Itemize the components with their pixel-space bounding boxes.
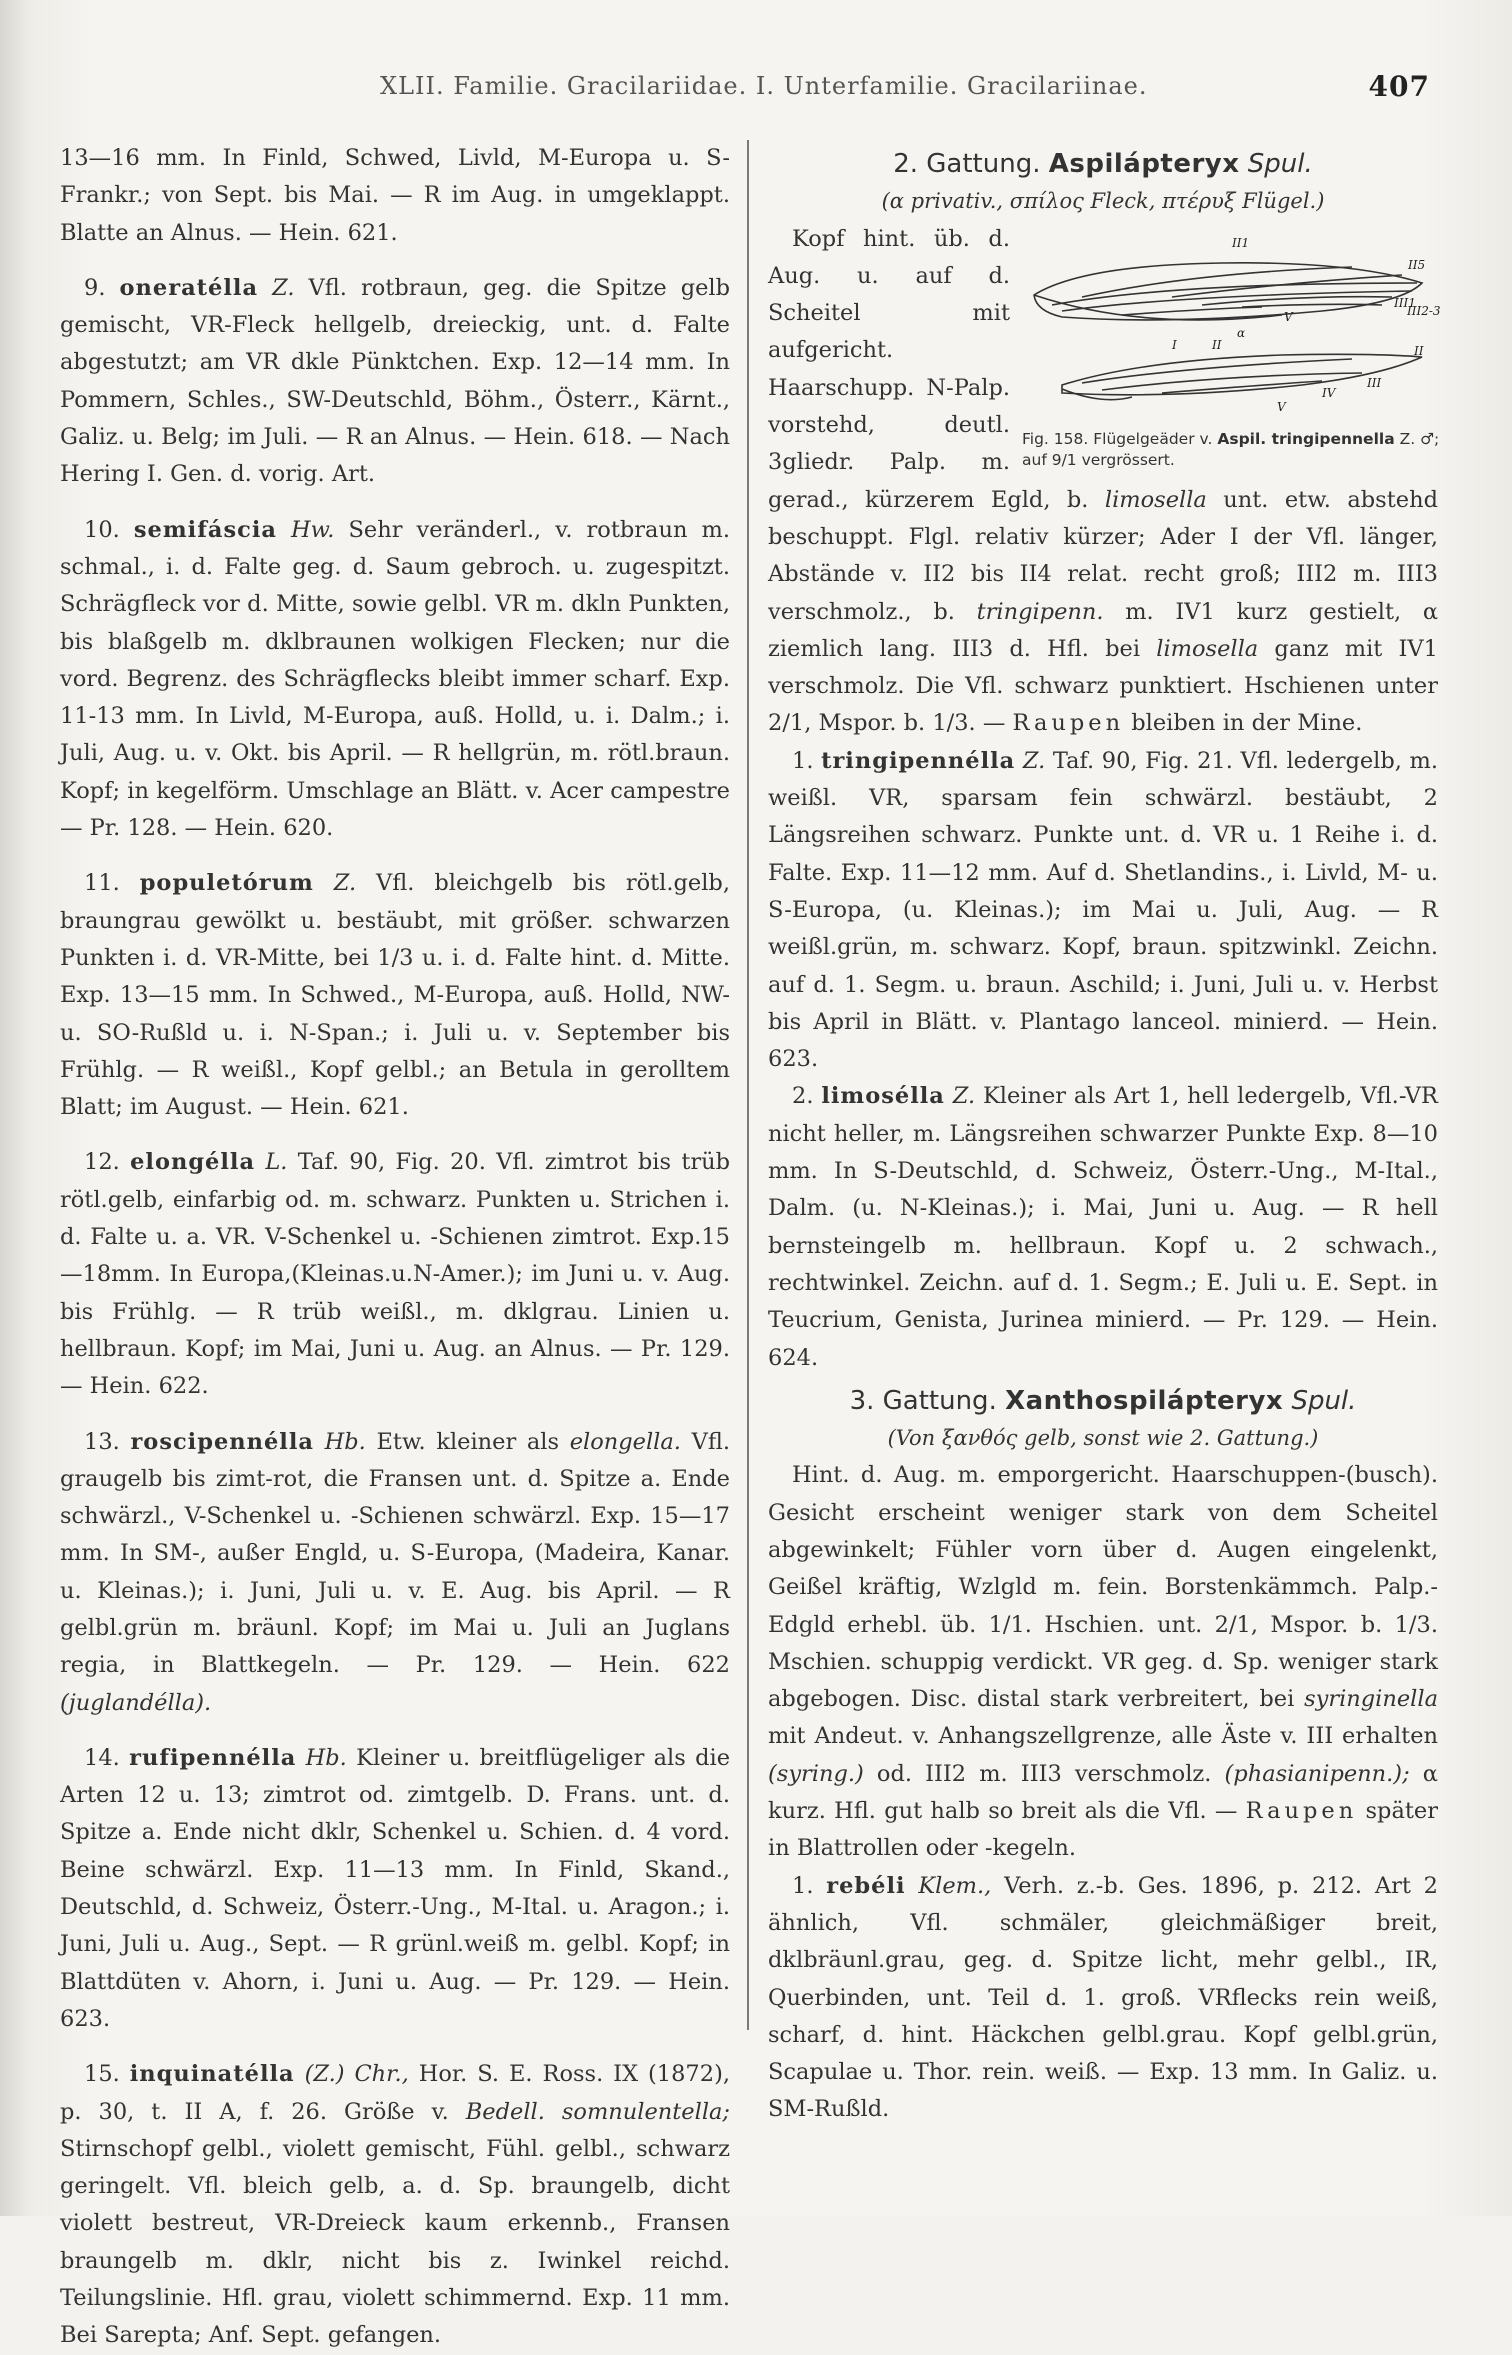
vein-label: V [1284, 309, 1293, 324]
species-description-cont: Vfl. graugelb bis zimt-rot, die Fransen unt. d. Spitze a. Ende schwärzl., V-Schenkel u. -Schienen schwärzl. Exp. 15—17 mm. In SM-, außer Engld, u. S-Europa, (Madeira, Kanar. u. Kleinas.); i. Juni, Juli u. v. E. Aug. bis April. — R gelbl.grün m. bräunl. Kopf; im Mai u. Juli an Juglans regia, in Blattkegeln. — Pr. 129. — Hein. 622 [60, 1428, 731, 1679]
species-description: Vfl. rotbraun, geg. die Spitze gelb gemischt, VR-Fleck hellgelb, dreieckig, unt. d. Falte abgestutzt; am VR dkle Pünktchen. Exp. 12—14 mm. In Pommern, Schles., SW-Deutschld, Böhm., Österr., Kärnt., Galiz. u. Belg; im Juli. — R an Alnus. — Hein. 618. — Nach Hering I. Gen. d. vorig. Art. [60, 274, 731, 488]
species-name: roscipennélla [130, 1428, 314, 1455]
species-entry-9 [60, 270, 730, 494]
genus-name: Xanthospilápteryx [1005, 1385, 1284, 1416]
species-reference: limosella [1104, 486, 1207, 513]
species-reference: (phasianipenn.); [1224, 1760, 1410, 1787]
species-reference: elongella. [569, 1428, 681, 1455]
species-author: (Z.) Chr., [304, 2061, 409, 2088]
genus-etymology: (α privativ., σπίλος Fleck, πτέρυξ Flügel.) [881, 189, 1325, 214]
left-column [60, 140, 730, 2355]
species-entry-13 [60, 1424, 730, 1722]
entry-number: 2. [792, 1083, 814, 1110]
genus-title: 2. Gattung. [893, 149, 1041, 179]
genus-text: ganz mit IV1 verschmolz. Die Vfl. schwarz punktiert. Hschienen unter 2/1, Mspor. b. 1/3. — [768, 635, 1439, 737]
entry-number: 11. [84, 870, 120, 897]
vein-label: IV [1322, 385, 1336, 400]
genus-text: bleiben in der Mine. [1131, 710, 1363, 737]
species-name: elongélla [130, 1149, 256, 1176]
species-description: Taf. 90, Fig. 20. Vfl. zimtrot bis trüb rötl.gelb, einfarbig od. m. schwarz. Punkten u. Strichen i. d. Falte u. a. VR. V-Schenkel u. -Schienen zimtrot. Exp.15—18mm. In Europa,(Kleinas.u.N-Amer.); im Juni u. v. Aug. bis Frühlg. — R trüb weißl., m. dklgrau. Linien u. hellbraun. Kopf; im Mai, Juni u. Aug. an Alnus. — Pr. 129. — Hein. 622. [60, 1149, 731, 1400]
species-author: Z. [1022, 747, 1046, 774]
caption-text: Fig. 158. Flügelgeäder v. [1022, 429, 1213, 448]
species-description: Sehr veränderl., v. rotbraun m. schmal., i. d. Falte geg. d. Saum gebroch. u. zugespitzt. Schrägfleck vor d. Mitte, sowie gelbl. VR m. dkln Punkten, bis blaßgelb m. dklbraunen wolkigen Flecken; nur die vord. Begrenz. des Schrägflecks bleibt immer scharf. Exp. 11-13 mm. In Livld, M-Europa, auß. Holld, u. i. Dalm.; i. Juli, Aug. u. v. Okt. bis April. — R hellgrün, m. rötl.braun. Kopf; in kegelförm. Umschlage an Blätt. v. Acer campestre — Pr. 128. — Hein. 620. [60, 516, 731, 842]
species-entry-10 [60, 512, 730, 848]
genus-title: 3. Gattung. [849, 1385, 997, 1416]
species-name: limosélla [821, 1083, 945, 1110]
vein-label: III1 [1394, 295, 1416, 310]
vein-label: I [1172, 337, 1177, 352]
entry-number: 13. [84, 1428, 120, 1455]
genus-author: Spul. [1247, 149, 1313, 179]
vein-label: II1 [1232, 235, 1250, 250]
species-reference: limosella [1156, 635, 1259, 662]
entry-number: 10. [84, 516, 120, 543]
vein-label: II5 [1408, 257, 1426, 272]
entry-number: 1. [792, 1872, 814, 1899]
genus-text: od. III2 m. III3 verschmolz. [876, 1760, 1212, 1787]
entry-number: 1. [792, 747, 814, 774]
species-author: Z. [272, 274, 295, 301]
species-entry-rebeli [768, 1868, 1438, 2129]
wing-venation-figure [1022, 225, 1442, 471]
species-author: Hb. [305, 1744, 347, 1771]
running-head [380, 70, 1480, 103]
vein-label: α [1237, 325, 1246, 340]
spaced-term: Raupen [1012, 710, 1125, 737]
spaced-term: Raupen [1245, 1798, 1358, 1825]
species-author: Z. [952, 1083, 976, 1110]
entry-number: 9. [84, 274, 106, 301]
species-reference: tringipenn. [976, 598, 1104, 625]
vein-label: II [1212, 337, 1222, 352]
species-description: Verh. z.-b. Ges. 1896, p. 212. Art 2 ähnlich, Vfl. schmäler, gleichmäßiger breit, dklbräunl.grau, geg. d. Spitze licht, mehr gelbl., IR, Querbinden, unt. Teil d. 1. groß. VRflecks rein weiß, scharf, d. hint. Häckchen gelbl.grau. Kopf gelbl.grün, Scapulae u. Thor. rein. weiß. — Exp. 13 mm. In Galiz. u. SM-Rußld. [768, 1872, 1438, 2123]
species-name: rufipennélla [129, 1744, 297, 1771]
species-name: inquinatélla [129, 2061, 295, 2088]
species-description: Kleiner als Art 1, hell ledergelb, Vfl.-VR nicht heller, m. Längsreihen schwarzer Punkte Exp. 8—10 mm. In S-Deutschld, d. Schweiz, Österr.-Ung., M-Ital., Dalm. (u. N-Kleinas.); i. Mai, Juni u. Aug. — R hell bernsteingelb m. hellbraun. Kopf u. 2 schwach., rechtwinkel. Zeichn. auf d. 1. Segm.; E. Juli u. E. Sept. in Teucrium, Genista, Jurinea minierd. — Pr. 129. — Hein. 624. [768, 1083, 1438, 1371]
entry-number: 14. [84, 1744, 120, 1771]
column-divider [747, 140, 749, 2030]
caption-scale: Z. ♂; auf 9/1 vergrössert. [1022, 429, 1440, 469]
species-entry-tringipennella [768, 743, 1438, 1079]
caption-species: Aspil. tringipennella [1217, 429, 1395, 448]
species-description: Etw. kleiner als [376, 1428, 560, 1455]
genus-text: später in Blattrollen oder -kegeln. [768, 1798, 1438, 1862]
vein-label: III2-3 [1407, 303, 1441, 318]
species-entry-15 [60, 2056, 730, 2354]
genus-author: Spul. [1291, 1385, 1357, 1416]
species-description-cont: Stirnschopf gelbl., violett gemischt, Fühl. gelbl., schwarz geringelt. Vfl. bleich gelb, a. d. Sp. braungelb, dicht violett bestreut, VR-Dreieck kaum erkennb., Fransen braungelb m. dklr, nicht bis z. Iwinkel reichd. Teilungslinie. Hfl. grau, violett schimmernd. Exp. 11 mm. Bei Sarepta; Anf. Sept. gefangen. [60, 2135, 730, 2349]
entry-continuation: 13—16 mm. In Finld, Schwed, Livld, M-Europa u. S-Frankr.; von Sept. bis Mai. — R im Aug. in umgeklappt. Blatte an Alnus. — Hein. 621. [60, 145, 730, 246]
genus-heading-3 [768, 1383, 1438, 1420]
vein-label: V [1277, 399, 1286, 414]
running-title: XLII. Familie. Gracilariidae. I. Unterfamilie. Gracilariinae. [380, 72, 1148, 100]
species-description: Hor. S. E. Ross. IX (1872), p. 30, t. II A, f. 26. Größe v. [60, 2061, 730, 2125]
genus-heading-2 [768, 146, 1438, 183]
species-entry-limosella [768, 1078, 1438, 1376]
entry-number: 12. [84, 1149, 120, 1176]
species-author: Z. [333, 870, 357, 897]
species-entry-12 [60, 1144, 730, 1405]
species-entry-14 [60, 1740, 730, 2038]
vein-label: II [1414, 343, 1424, 358]
species-author: Hw. [291, 516, 335, 543]
species-entry-11 [60, 865, 730, 1126]
species-synonym: (juglandélla). [60, 1689, 212, 1716]
genus-etymology: (Von ξανθός gelb, sonst wie 2. Gattung.) [887, 1426, 1319, 1451]
species-reference: Bedell. somnulentella; [465, 2098, 731, 2125]
genus-text: m. IV1 kurz gestielt, α ziemlich lang. III3 d. Hfl. bei [768, 598, 1439, 662]
wing-venation-drawing [1022, 225, 1442, 425]
entry-number: 15. [84, 2061, 120, 2088]
genus-text: Hint. d. Aug. m. emporgericht. Haarschuppen-(busch). Gesicht erscheint weniger stark von dem Scheitel abgewinkelt; Fühler vorn über d. Augen eingelenkt, Geißel kräftig, Wzlgld m. fein. Borstenkämmch. Palp.-Edgld erhebl. üb. 1/1. Hschien. unt. 2/1, Mspor. b. 1/3. Mschien. schuppig verdickt. VR geg. d. Sp. weniger stark abgebogen. Disc. distal stark verbreitert, bei [768, 1462, 1438, 1713]
genus-text: mit Andeut. v. Anhangszellgrenze, alle Äste v. III erhalten [768, 1723, 1438, 1750]
genus-text: unt. etw. abstehd beschuppt. Flgl. relativ kürzer; Ader I der Vfl. länger, Abstände v. II2 bis II4 relat. recht groß; III2 m. III3 verschmolz., b. [768, 486, 1438, 625]
species-description: Taf. 90, Fig. 21. Vfl. ledergelb, m. weißl. VR, sparsam fein schwärzl. bestäubt, 2 Längsreihen schwarz. Punkte unt. d. VR u. 1 Reihe i. d. Falte. Exp. 11—12 mm. Auf d. Shetlandins., i. Livld, M- u. S-Europa, (u. Kleinas.); im Mai u. Juli, Aug. — R weißl.grün, m. schwarz. Kopf, braun. spitzwinkl. Zeichn. auf d. 1. Segm. u. braun. Aschild; i. Juni, Juli u. v. Herbst bis April in Blätt. v. Plantago lanceol. minierd. — Hein. 623. [768, 747, 1438, 1073]
genus-3-description [768, 1457, 1438, 1867]
genus-text: Kopf hint. üb. d. Aug. u. auf d. Scheitel mit aufgericht. Haarschupp. N-Palp. vorstehd, deutl. 3gliedr. Palp. m. gerad., kürzerem Egld, b. [768, 225, 1089, 513]
species-name: populetórum [139, 870, 314, 897]
species-author: Klem., [918, 1872, 992, 1899]
species-name: tringipennélla [821, 747, 1016, 774]
species-name: rebéli [826, 1872, 906, 1899]
species-description: Vfl. bleichgelb bis rötl.gelb, braungrau gewölkt u. bestäubt, mit größer. schwarzen Punkten i. d. VR-Mitte, bei 1/3 u. i. d. Falte hint. d. Mitte. Exp. 13—15 mm. In Schwed., M-Europa, auß. Holld, NW- u. SO-Rußld u. i. N-Span.; i. Juli u. v. September bis Frühlg. — R weißl., Kopf gelbl.; an Betula in gerolltem Blatt; im August. — Hein. 621. [60, 870, 730, 1121]
figure-caption [1022, 429, 1442, 471]
right-column [768, 140, 1441, 2129]
species-author: L. [265, 1149, 288, 1176]
species-name: oneratélla [119, 274, 259, 301]
page-number: 407 [1368, 70, 1430, 103]
species-reference: syringinella [1304, 1686, 1438, 1713]
species-description: Kleiner u. breitflügeliger als die Arten 12 u. 13; zimtrot od. zimtgelb. D. Frans. unt. d. Spitze a. Ende nicht dklr, Schenkel u. Schien. d. 4 vord. Beine schwärzl. Exp. 11—13 mm. In Finld, Skand., Deutschld, d. Schweiz, Österr.-Ung., M-Ital. u. Aragon.; i. Juni, Juli u. Aug., Sept. — R grünl.weiß m. gelbl. Kopf; in Blattdüten v. Ahorn, i. Juni u. Aug. — Pr. 129. — Hein. 623. [60, 1744, 731, 2032]
species-name: semifáscia [133, 516, 277, 543]
genus-name: Aspilápteryx [1048, 149, 1240, 179]
species-reference: (syring.) [768, 1760, 864, 1787]
vein-label: III [1367, 375, 1382, 390]
species-author: Hb. [324, 1428, 366, 1455]
genus-text: α kurz. Hfl. gut halb so breit als die Vfl. — [768, 1760, 1438, 1825]
